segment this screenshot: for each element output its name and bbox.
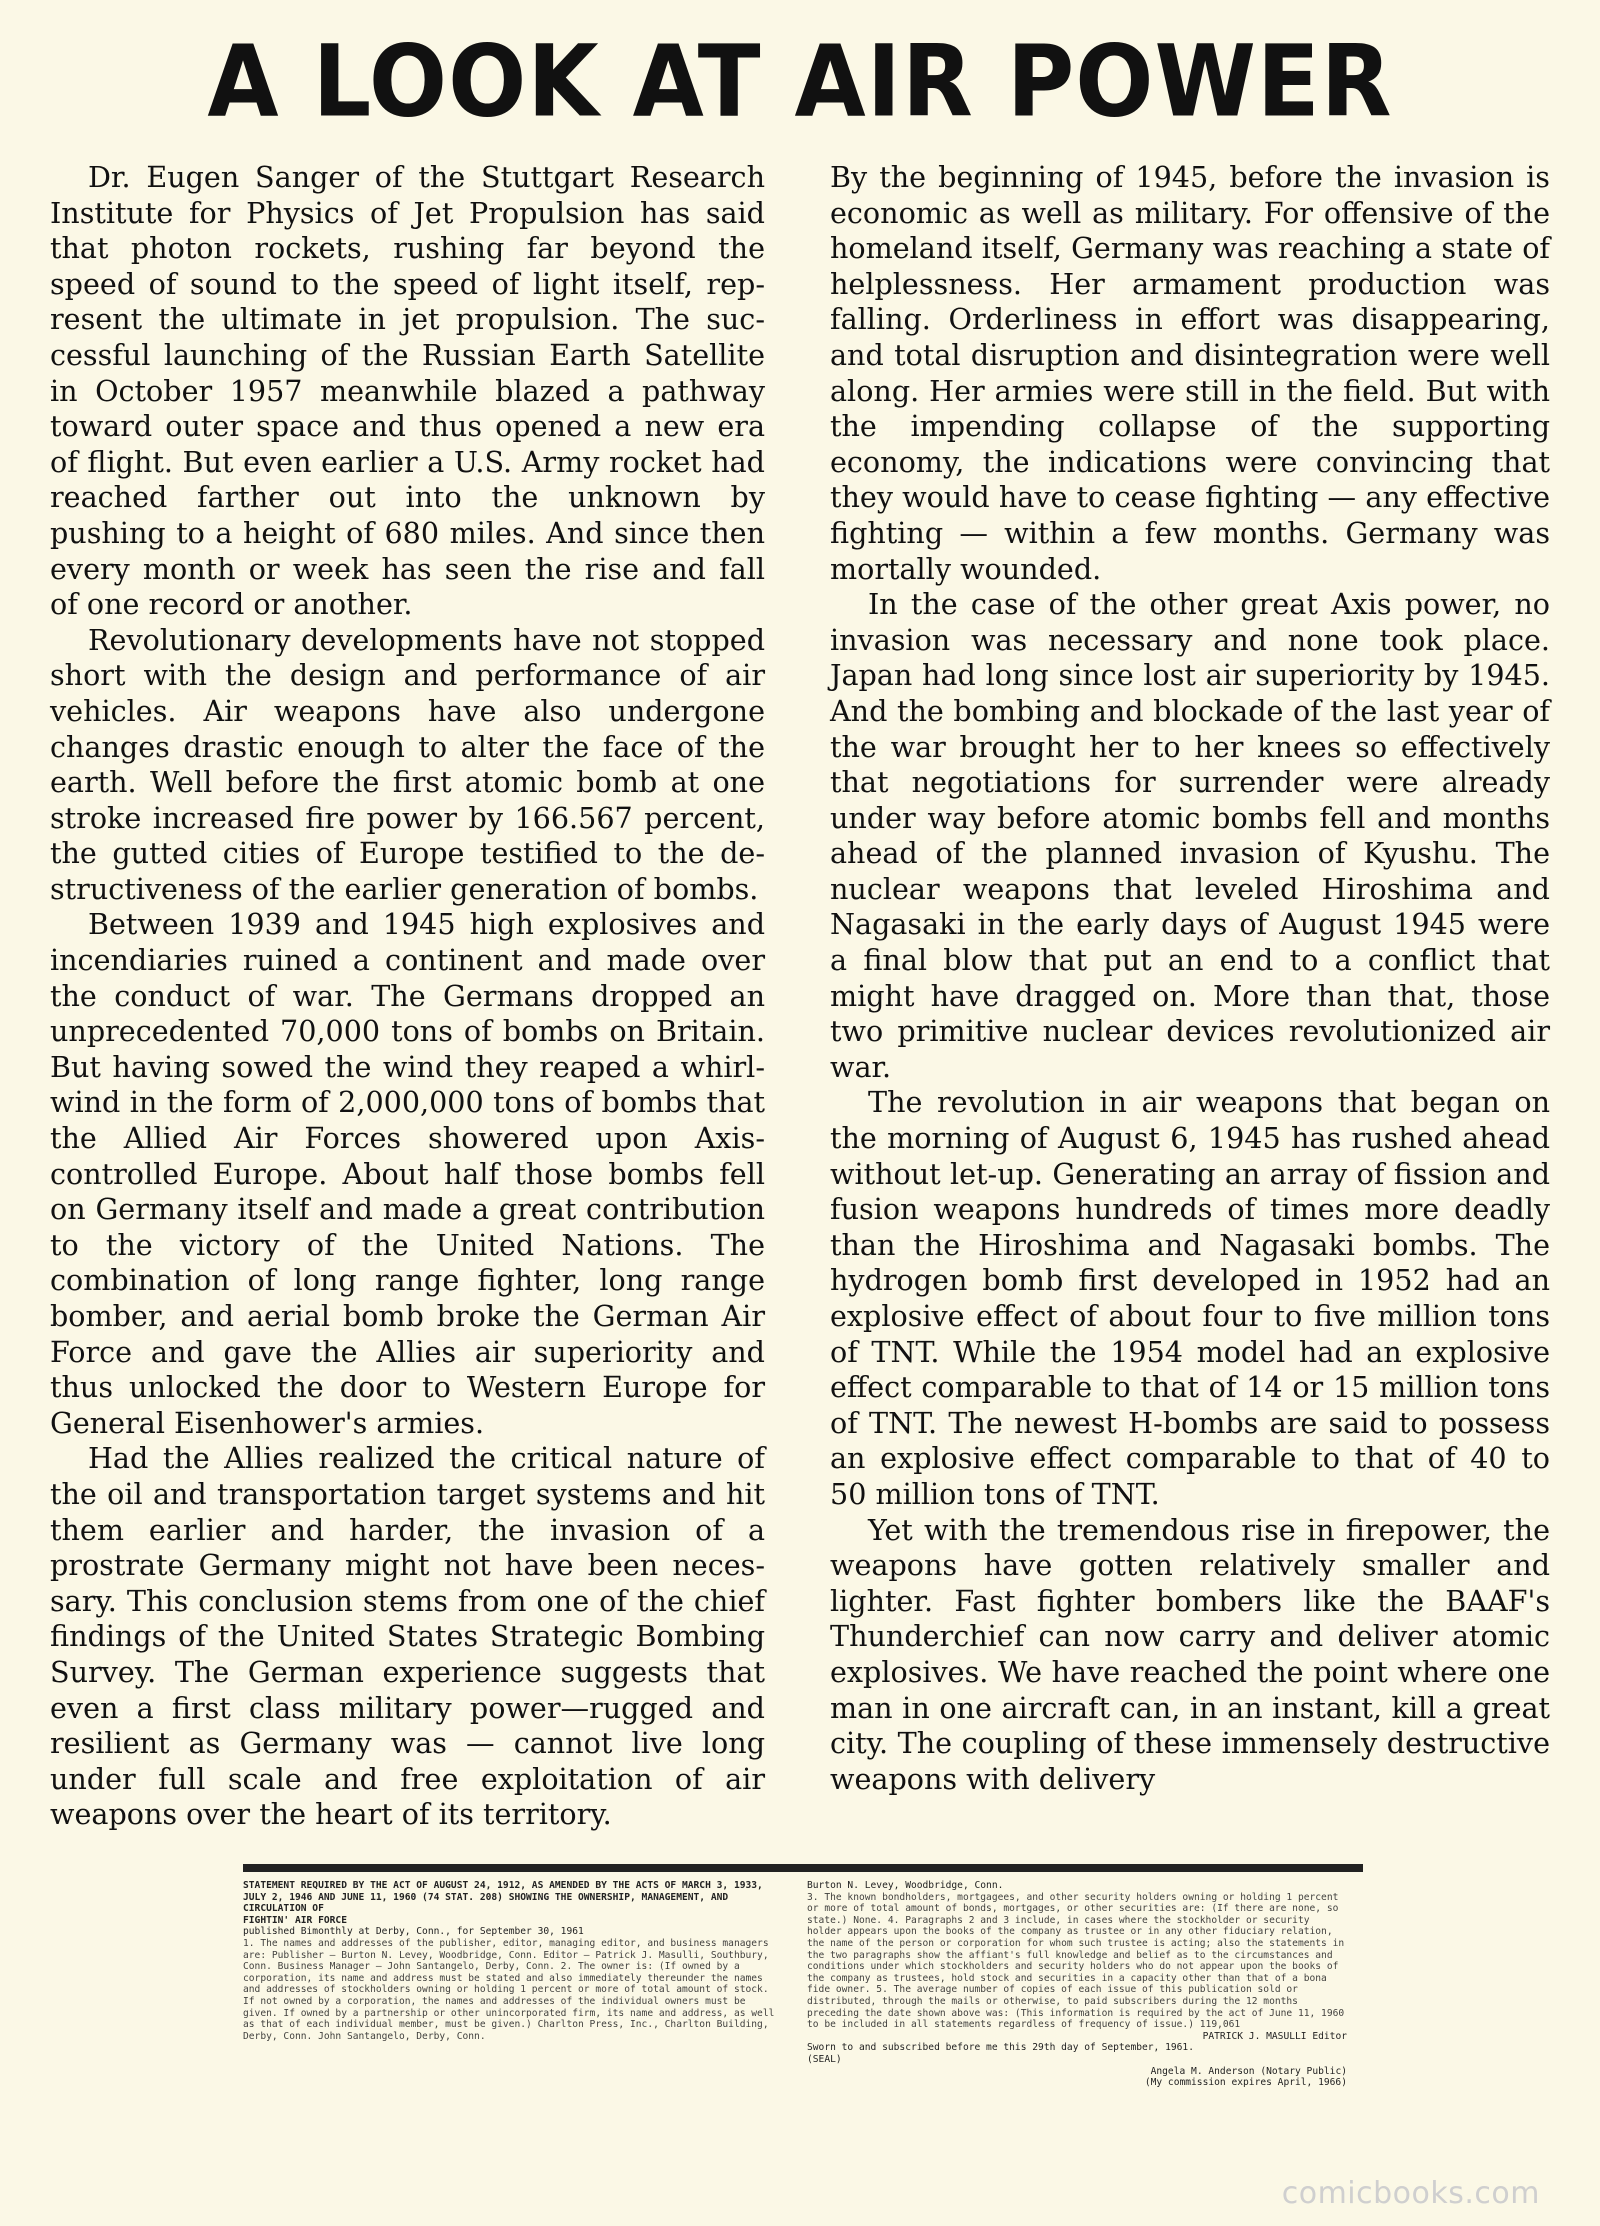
statement-signature: PATRICK J. MASULLI Editor	[1202, 2030, 1347, 2042]
site-watermark: comicbooks.com	[1281, 2176, 1540, 2211]
statement-notary: Angela M. Anderson (Notary Public)	[1150, 2065, 1347, 2077]
statement-header: STATEMENT REQUIRED BY THE ACT OF AUGUST 24, 1912, AS AMENDED BY THE ACTS OF MARCH 3, 1933, JULY 2, 1946 AND JUNE 11, 1960 (74 STAT. 208) SHOWING THE OWNERSHIP, MANAGEMENT, AND CIRCULATION OF	[243, 1880, 763, 1915]
statement-seal: (SEAL)	[807, 2053, 842, 2065]
paragraph: Revolutionary developments have not stopped short with the design and performance of air vehicles. Air weapons have also undergone changes drastic enough to alter the face of the earth. Well before the first atomic bomb at one stroke increased fire power by 166.567 percent, the gutted cities of Europe testified to the destructiveness of the earlier generation of bombs.	[50, 622, 765, 906]
paragraph: In the case of the other great Axis power, no invasion was necessary and none took place. Japan had long since lost air superiority by 1945. And the bombing and blockade of the last year of the war brought her to her knees so effectively that negotiations for surrender were already under way before atomic bombs fell and months ahead of the planned invasion of Kyushu. The nuclear weapons that leveled Hiroshima and Nagasaki in the early days of August 1945 were a final blow that put an end to a conflict that might have dragged on. More than that, those two primitive nuclear devices revolutionized air war.	[830, 587, 1550, 1084]
statement-publication: FIGHTIN' AIR FORCE	[243, 1914, 347, 1926]
paragraph: Between 1939 and 1945 high explosives and incendiaries ruined a continent and made over the conduct of war. The Germans dropped an unprecedented 70,000 tons of bombs on Britain. But having sowed the wind they reaped a whirlwind in the form of 2,000,000 tons of bombs that the Allied Air Forces showered upon Axis-controlled Europe. About half those bombs fell on Germany itself and made a great contribution to the victory of the United Nations. The combination of long range fighter, long range bomber, and aerial bomb broke the German Air Force and gave the Allies air superiority and thus unlocked the door to Western Europe for General Eisenhower's armies.	[50, 907, 765, 1440]
paragraph: By the beginning of 1945, before the invasion is economic as well as military. For offensive of the homeland itself, Germany was reaching a state of helplessness. Her armament production was falling. Orderliness in effort was disappearing, and total disruption and disintegration were well along. Her armies were still in the field. But with the impending collapse of the supporting economy, the indications were convincing that they would have to cease fighting — any effective fighting — within a few months. Germany was mortally wounded.	[830, 160, 1550, 586]
statement-left-column	[243, 1872, 783, 2058]
paragraph: The revolution in air weapons that began on the morning of August 6, 1945 has rushed ahead without let-up. Generating an array of fission and fusion weapons hundreds of times more deadly than the Hiroshima and Nagasaki bombs. The hydrogen bomb first developed in 1952 had an explosive effect of about four to five million tons of TNT. While the 1954 model had an explosive effect comparable to that of 14 or 15 million tons of TNT. The newest H-bombs are said to possess an explosive effect comparable to that of 40 to 50 million tons of TNT.	[830, 1085, 1550, 1511]
left-column	[50, 160, 765, 1833]
paragraph: Had the Allies realized the critical nature of the oil and transportation target systems and hit them earlier and harder, the invasion of a prostrate Germany might not have been necessary. This conclusion stems from one of the chief findings of the United States Strategic Bombing Survey. The German experience suggests that even a first class military power—rugged and resilient as Germany was — cannot live long under full scale and free exploitation of air weapons over the heart of its territory.	[50, 1441, 765, 1832]
statement-published: published Bimonthly at Derby, Conn., for September 30, 1961	[243, 1926, 584, 1938]
ownership-statement	[243, 1864, 1363, 2089]
statement-commission: (My commission expires April, 1966)	[1144, 2077, 1347, 2089]
statement-body: 1. The names and addresses of the publisher, editor, managing editor, and business managers are: Publisher — Burton N. Levey, Woodbridge, Conn. Editor — Patrick J. Masulli, Southbury, Conn. Business Manager — John Santangelo, Derby, Conn. 2. The owner is: (If owned by a corporation, its name and address must be stated and also immediately thereunder the names and addresses of stockholders owning or holding 1 percent or more of total amount of stock. If not owned by a corporation, the names and addresses of the individual owners must be given. If owned by a partnership or other unincorporated firm, its name and address, as well as that of each individual member, must be given.) Charlton Press, Inc., Charlton Building, Derby, Conn. John Santangelo, Derby, Conn.	[243, 1937, 775, 2042]
paragraph: Yet with the tremendous rise in firepower, the weapons have gotten relatively smaller and lighter. Fast fighter bombers like the BAAF's Thunderchief can now carry and deliver atomic explosives. We have reached the point where one man in one aircraft can, in an instant, kill a great city. The coupling of these immensely destructive weapons with delivery	[830, 1512, 1550, 1796]
right-column	[830, 160, 1550, 1797]
article-title: A LOOK AT AIR POWER	[207, 23, 1393, 140]
statement-right-column	[807, 1872, 1347, 2089]
statement-sworn: Sworn to and subscribed before me this 29th day of September, 1961.	[807, 2042, 1194, 2054]
statement-body: 3. The known bondholders, mortgagees, and other security holders owning or holding 1 percent or more of total amount of bonds, mortgages, or other securities are: (If there are none, so state.) None. 4. Paragraphs 2 and 3 include, in cases where the stockholder or security holder appears upon the books of the company as trustee or in any other fiduciary relation, the name of the person or corporation for whom such trustee is acting; also the statements in the two paragraphs show the affiant's full knowledge and belief as to the circumstances and conditions under which stockholders and security holders who do not appear upon the books of the company as trustees, hold stock and securities in a capacity other than that of a bona fide owner. 5. The average number of copies of each issue of this publication sold or distributed, through the mails or otherwise, to paid subscribers during the 12 months preceding the date shown above was: (This information is required by the act of June 11, 1960 to be included in all statements regardless of frequency of issue.) 119,061	[807, 1891, 1345, 2031]
statement-owner: Burton N. Levey, Woodbridge, Conn.	[807, 1880, 1004, 1891]
paragraph: Dr. Eugen Sanger of the Stuttgart Research Institute for Physics of Jet Propulsion has said that photon rockets, rushing far beyond the speed of sound to the speed of light itself, represent the ultimate in jet propulsion. The successful launching of the Russian Earth Satellite in October 1957 meanwhile blazed a pathway toward outer space and thus opened a new era of flight. But even earlier a U.S. Army rocket had reached farther out into the unknown by pushing to a height of 680 miles. And since then every month or week has seen the rise and fall of one record or another.	[50, 160, 765, 622]
